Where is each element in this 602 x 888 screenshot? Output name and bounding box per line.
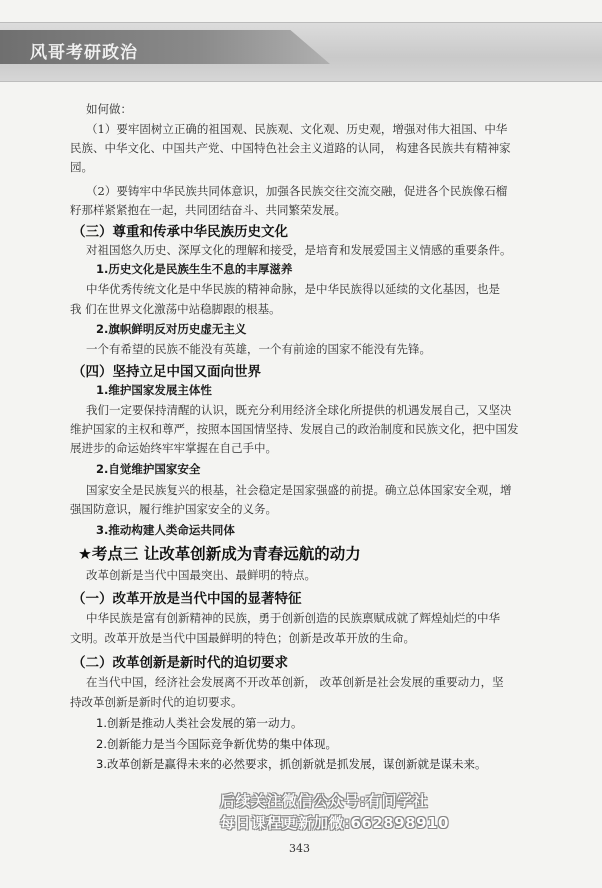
subsection-heading: 1.历史文化是民族生生不息的丰厚滋养 xyxy=(96,262,293,276)
paragraph-line: 展进步的命运始终牢牢掌握在自己手中。 xyxy=(70,441,277,455)
paragraph-line: 改革创新是当代中国最突出、最鲜明的特点。 xyxy=(86,568,316,582)
section-heading: （一）改革开放是当代中国的显著特征 xyxy=(72,591,302,607)
paragraph-line: 中华优秀传统文化是中华民族的精神命脉，是中华民族得以延续的文化基因，也是 xyxy=(86,282,500,296)
watermark-line: 每日课程更新加微:662898910 xyxy=(220,814,449,832)
how-to-label: 如何做： xyxy=(86,102,132,116)
header-title: 风哥考研政治 xyxy=(30,43,138,63)
paragraph-line: 园。 xyxy=(70,160,93,174)
paragraph-line: 强国防意识，履行维护国家安全的义务。 xyxy=(70,502,277,516)
paragraph-line: 持改革创新是新时代的迫切要求。 xyxy=(70,695,243,709)
key-point-heading: ★考点三 让改革创新成为青春远航的动力 xyxy=(78,545,361,563)
paragraph-line: 中华民族是富有创新精神的民族，勇于创新创造的民族禀赋成就了辉煌灿烂的中华 xyxy=(86,611,500,625)
paragraph-line: 国家安全是民族复兴的根基，社会稳定是国家强盛的前提。确立总体国家安全观，增 xyxy=(86,483,512,497)
paragraph-line: 对祖国悠久历史、深厚文化的理解和接受，是培育和发展爱国主义情感的重要条件。 xyxy=(86,243,512,257)
subsection-heading: 3.推动构建人类命运共同体 xyxy=(96,523,235,537)
watermark-line: 后续关注微信公众号:有间学社 xyxy=(220,792,428,810)
paragraph-line: 我 们在世界文化激荡中站稳脚跟的根基。 xyxy=(70,302,281,316)
section-heading: （三）尊重和传承中华民族历史文化 xyxy=(72,224,288,240)
list-item: 1.创新是推动人类社会发展的第一动力。 xyxy=(96,716,303,730)
paragraph-line: （1）要牢固树立正确的祖国观、民族观、文化观、历史观，增强对伟大祖国、中华 xyxy=(86,122,508,136)
paragraph-line: 一个有希望的民族不能没有英雄，一个有前途的国家不能没有先锋。 xyxy=(86,342,431,356)
paragraph-line: 在当代中国，经济社会发展离不开改革创新， 改革创新是社会发展的重要动力，坚 xyxy=(86,675,504,689)
list-item: 3.改革创新是赢得未来的必然要求，抓创新就是抓发展，谋创新就是谋未来。 xyxy=(96,757,487,771)
paragraph-line: 维护国家的主权和尊严，按照本国国情坚持、发展自己的政治制度和民族文化，把中国发 xyxy=(70,422,519,436)
subsection-heading: 1.维护国家发展主体性 xyxy=(96,383,212,397)
paragraph-line: 民族、中华文化、中国共产党、中国特色社会主义道路的认同， 构建各民族共有精神家 xyxy=(70,141,511,155)
paragraph-line: （2）要铸牢中华民族共同体意识，加强各民族交往交流交融，促进各个民族像石榴 xyxy=(86,184,508,198)
list-item: 2.创新能力是当今国际竞争新优势的集中体现。 xyxy=(96,737,337,751)
subsection-heading: 2.旗帜鲜明反对历史虚无主义 xyxy=(96,322,247,336)
page-number: 343 xyxy=(289,842,310,855)
subsection-heading: 2.自觉维护国家安全 xyxy=(96,462,201,476)
paragraph-line: 籽那样紧紧抱在一起，共同团结奋斗、共同繁荣发展。 xyxy=(70,203,346,217)
section-heading: （二）改革创新是新时代的迫切要求 xyxy=(72,655,288,671)
paragraph-line: 我们一定要保持清醒的认识，既充分利用经济全球化所提供的机遇发展自己，又坚决 xyxy=(86,403,512,417)
paragraph-line: 文明。改革开放是当代中国最鲜明的特色；创新是改革开放的生命。 xyxy=(70,631,415,645)
section-heading: （四）坚持立足中国又面向世界 xyxy=(72,364,261,380)
